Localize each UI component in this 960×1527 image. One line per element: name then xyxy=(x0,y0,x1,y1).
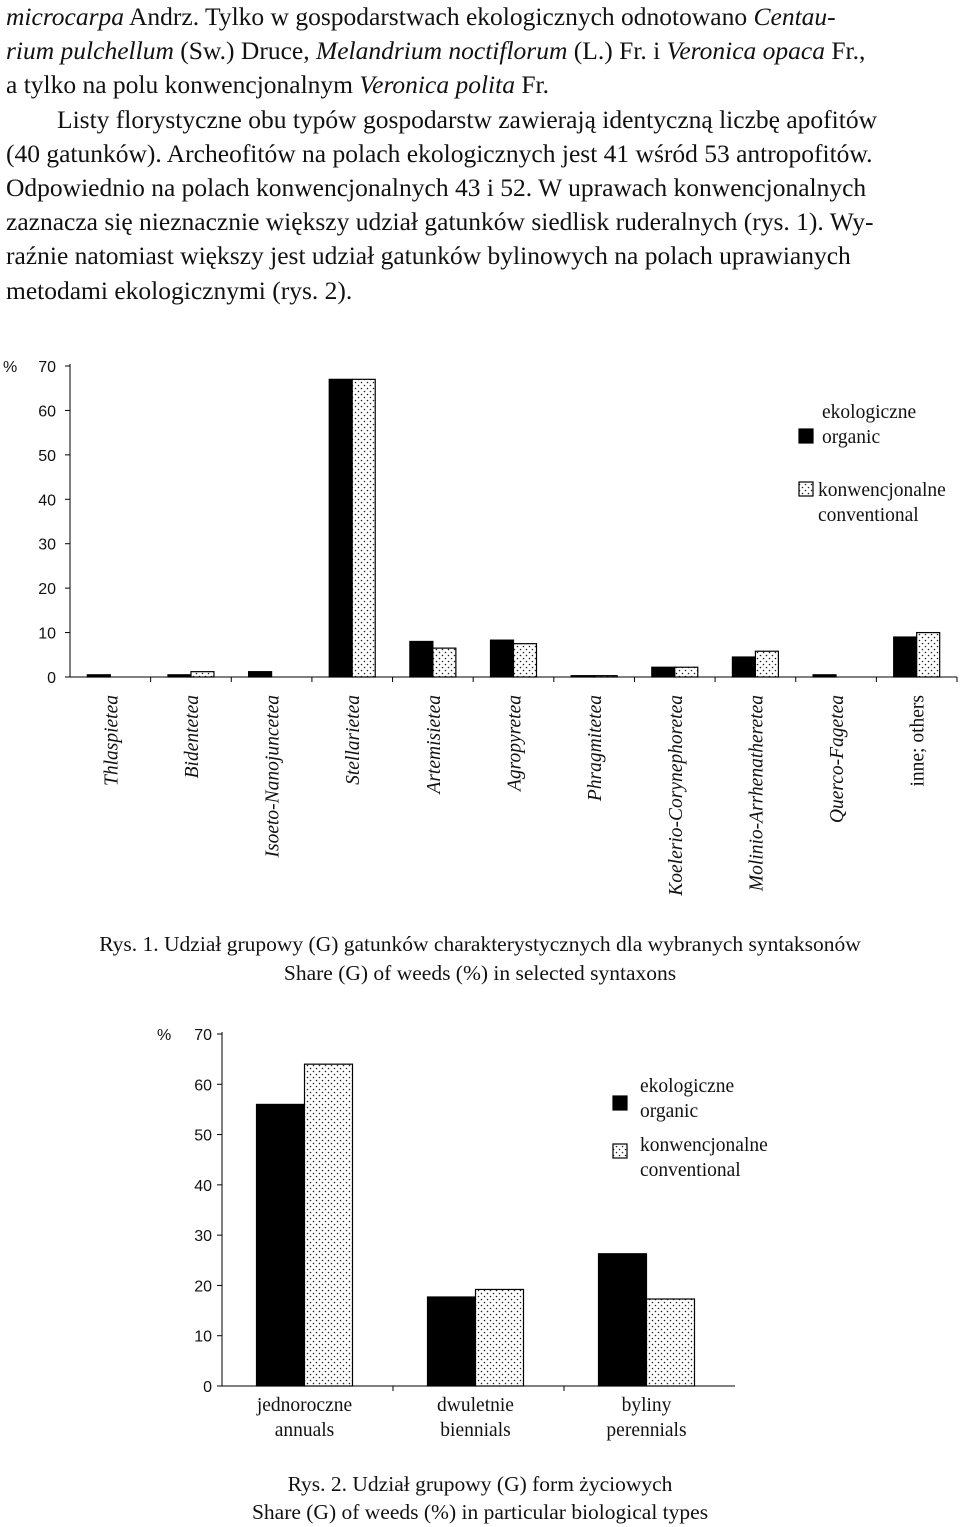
legend-label: konwencjonalne xyxy=(640,1135,768,1156)
figure-1-caption-pl: Rys. 1. Udział grupowy (G) gatunków charakterystycznych dla wybranych syntaksonów xyxy=(99,932,861,956)
legend-swatch xyxy=(613,1144,627,1158)
y-tick-label: 20 xyxy=(38,581,56,599)
bar xyxy=(249,672,272,677)
y-tick-label: 60 xyxy=(194,1077,212,1095)
text-line xyxy=(6,103,956,137)
text-line xyxy=(6,137,956,171)
legend-label: conventional xyxy=(640,1160,741,1181)
y-unit-label: % xyxy=(157,1027,172,1044)
y-tick-label: 70 xyxy=(194,1027,212,1044)
bar xyxy=(329,379,352,677)
figure-2-caption-en: Share (G) of weeds (%) in particular biological types xyxy=(251,1500,709,1524)
y-tick-label: 0 xyxy=(203,1379,212,1396)
x-category-label: perennials xyxy=(606,1420,687,1441)
bar xyxy=(514,644,537,677)
y-tick-label: 50 xyxy=(194,1127,212,1145)
x-category-label: annuals xyxy=(274,1420,335,1441)
x-category-label: byliny xyxy=(621,1395,672,1416)
y-tick-label: 60 xyxy=(38,403,56,421)
text-line xyxy=(6,239,956,273)
text-run: a tylko na polu konwencjonalnym xyxy=(6,70,360,100)
legend-label: konwencjonalne xyxy=(818,480,946,501)
x-category-label: Agropyretea xyxy=(504,695,526,792)
y-tick-label: 50 xyxy=(38,447,56,465)
text-run: metodami ekologicznymi (rys. 2). xyxy=(6,275,353,305)
text-run: Fr., xyxy=(824,36,866,66)
bar xyxy=(599,1254,647,1386)
y-unit-label: % xyxy=(3,359,18,376)
italic-text: microcarpa xyxy=(6,2,125,31)
text-line xyxy=(6,171,956,205)
x-category-label: Stellarietea xyxy=(343,695,365,785)
text-run: (Sw.) Druce, xyxy=(173,36,316,66)
bar xyxy=(571,676,594,677)
text-line xyxy=(6,0,956,34)
x-category-label: Isoeto-Nanojuncetea xyxy=(262,695,284,858)
bar xyxy=(410,641,433,677)
bar xyxy=(433,648,456,677)
figure-1-caption-en: Share (G) of weeds (%) in selected syntaxons xyxy=(283,961,677,985)
x-category-label: Koelerio-Corynephoretea xyxy=(665,695,687,896)
y-tick-label: 70 xyxy=(38,359,56,376)
legend-label: organic xyxy=(822,427,881,448)
legend-swatch xyxy=(799,482,813,496)
x-category-label: Molinio-Arrhenatheretea xyxy=(746,695,768,892)
bar xyxy=(491,640,514,677)
bar xyxy=(652,667,675,677)
bar xyxy=(305,1064,353,1386)
chart-2 xyxy=(0,1010,960,1465)
legend-label: conventional xyxy=(818,505,919,526)
y-tick-label: 30 xyxy=(194,1228,212,1246)
bar xyxy=(352,379,375,677)
y-tick-label: 10 xyxy=(38,625,56,643)
text-run: Odpowiednio na polach konwencjonalnych 43 i 52. W uprawach konwencjonalnych xyxy=(6,173,867,203)
italic-text: Veronica opaca xyxy=(666,36,825,66)
legend-swatch xyxy=(799,429,813,443)
legend-label: ekologiczne xyxy=(822,402,917,423)
bar xyxy=(813,675,836,677)
text-run: zaznacza się nieznacznie większy udział gatunków siedlisk ruderalnych (rys. 1). Wy- xyxy=(6,207,874,237)
y-tick-label: 30 xyxy=(38,536,56,554)
bar xyxy=(732,657,755,677)
body-paragraph xyxy=(6,0,956,308)
legend-label: ekologiczne xyxy=(640,1076,735,1097)
bar xyxy=(257,1104,305,1386)
x-category-label: Bidentetea xyxy=(181,695,203,779)
italic-text: rium pulchellum xyxy=(6,36,174,66)
y-tick-label: 0 xyxy=(47,670,56,687)
x-category-label: biennials xyxy=(440,1420,511,1441)
text-line xyxy=(6,205,956,239)
figure-2-caption-pl: Rys. 2. Udział grupowy (G) form życiowych xyxy=(287,1472,673,1496)
bar xyxy=(168,675,191,677)
bar xyxy=(476,1289,524,1386)
bar xyxy=(428,1297,476,1386)
y-tick-label: 40 xyxy=(194,1177,212,1195)
x-category-label: dwuletnie xyxy=(437,1395,514,1416)
text-run: Fr. xyxy=(514,70,549,100)
bar xyxy=(87,675,110,677)
text-line xyxy=(6,274,956,308)
italic-text: Melandrium noctiflorum xyxy=(315,36,568,66)
text-line xyxy=(6,34,956,68)
bar xyxy=(894,637,917,677)
italic-text: Centau- xyxy=(753,2,836,31)
chart-1 xyxy=(0,345,960,925)
bar xyxy=(755,651,778,677)
y-tick-label: 20 xyxy=(194,1278,212,1296)
x-category-label: inne; others xyxy=(907,695,929,787)
x-category-label: jednoroczne xyxy=(256,1395,353,1416)
bar xyxy=(647,1299,695,1386)
y-tick-label: 10 xyxy=(194,1328,212,1346)
x-category-label: Thlaspietea xyxy=(101,695,123,786)
x-category-label: Phragmitetea xyxy=(585,695,607,802)
text-run: Listy florystyczne obu typów gospodarstw zawierają identyczną liczbę apofitów xyxy=(6,104,877,134)
x-category-label: Querco-Fagetea xyxy=(827,695,849,824)
legend-swatch xyxy=(613,1096,627,1110)
bar xyxy=(675,667,698,677)
bar xyxy=(917,633,940,677)
y-tick-label: 40 xyxy=(38,492,56,510)
text-run: (40 gatunków). Archeofitów na polach ekologicznych jest 41 wśród 53 antropofitów. xyxy=(6,138,873,168)
bar xyxy=(191,672,214,677)
legend-label: organic xyxy=(640,1101,699,1122)
text-line xyxy=(6,68,956,102)
italic-text: Veronica polita xyxy=(359,70,515,100)
bar xyxy=(594,676,617,677)
text-run: raźnie natomiast większy jest udział gatunków bylinowych na polach uprawianych xyxy=(6,241,851,271)
text-run: Andrz. Tylko w gospodarstwach ekologicznych odnotowano xyxy=(124,2,754,31)
x-category-label: Artemisietea xyxy=(423,695,445,794)
text-run: (L.) Fr. i xyxy=(567,36,667,66)
